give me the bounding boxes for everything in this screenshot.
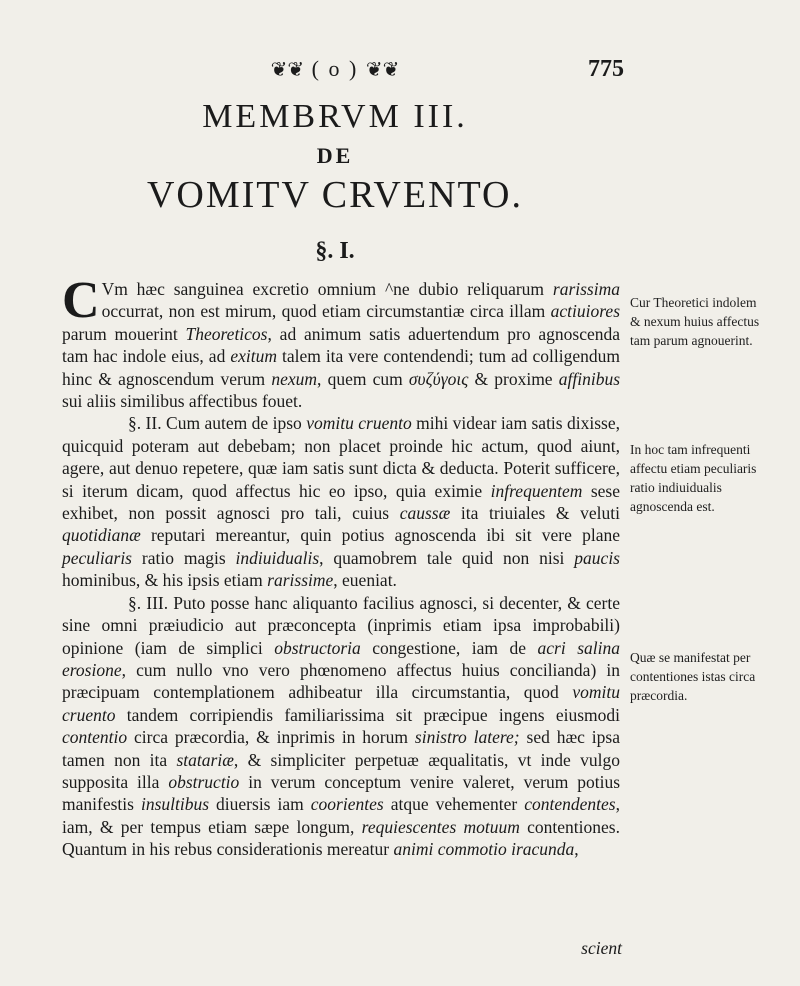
membrum-heading: MEMBRVM III. [202,98,468,135]
italic-run: contendentes [524,794,616,815]
ornament-left-icon: ❦❦ [270,59,305,81]
italic-run: συζύγοις [408,368,469,389]
italic-run: exitum [230,346,277,367]
running-head [60,56,610,82]
text-run: , ad animum satis aduertendum pro agnoscenda tam hac indole eius, ad [62,323,621,367]
italic-run: paucis [574,547,620,568]
italic-run: rarissima [552,279,620,299]
italic-run: contentio [62,727,128,748]
text-run: , [574,839,579,860]
text-run: hominibus, & his ipsis etiam [62,570,268,591]
text-run: ratio magis [132,547,236,568]
margin-note-3: Quæ se manifestat per contentiones istas circa præcordia. [630,650,756,703]
text-run: , cum nullo vno vero phœnomeno affectus huius concilianda) in præcipuam contemplationem adhibeatur illa circumstantia, quod [62,659,620,703]
text-run: , quem cum [317,368,409,389]
section-label: §. III. [128,592,169,613]
italic-run: vomitu cruento [62,682,620,725]
text-run: , iam, & per tempus etiam sæpe longum, [62,794,620,837]
italic-run: obstructoria [274,637,361,658]
paragraph-3 [62,592,620,861]
text-run: occurrat, non est mirum, quod etiam circumstantiæ circa illam [101,301,551,322]
italic-run: peculiaris [62,547,132,568]
italic-run: indiuidualis [235,547,320,568]
section-heading: §. I. [315,238,355,264]
text-run: atque vehementer [383,794,525,815]
italic-run: vomitu cruento [306,413,412,434]
text-run: sed hæc ipsa tamen non ita [62,727,620,770]
margin-note-1: Cur Theoretici indolem & nexum huius affectus tam parum agnouerint. [630,295,760,348]
text-run: circa præcordia, & inprimis in horum [127,727,415,748]
text-run: in verum conceptum venire valeret, verum potius manifestis [62,771,621,815]
italic-run: actiuiores [550,301,620,322]
italic-run: insultibus [140,794,210,815]
text-run: , & simpliciter perpetuæ æqualitatis, vt inde vulgo supposita illa [62,749,620,792]
italic-run: coorientes [310,794,384,815]
catchword: scient [581,938,622,958]
italic-run: nexum [271,368,318,389]
text-run: , quamobrem tale quid non nisi [319,547,575,568]
italic-run: statariæ [176,749,234,770]
italic-run: Theoreticos [185,323,268,344]
ornament-right-icon: ❦❦ [365,59,400,81]
italic-run: animi commotio iracunda [393,839,575,860]
text-run: Cum autem de ipso [161,413,307,434]
text-run: Puto posse hanc aliquanto facilius agnosci, si decenter, & certe sine omni præiudicio aut præconcepta (inprimis etiam ipsa improbabili) opinione (iam de simplici [62,592,620,658]
text-run: & proxime [468,368,559,389]
italic-run: requiescentes motuum [361,816,520,837]
text-run: contentiones. Quantum in his rebus considerationis mereatur [62,816,620,860]
section-label: §. II. [128,413,162,434]
chapter-title: VOMITV CRVENTO. [146,174,523,216]
text-run: talem ita vere contendendi; tum ad colligendum hinc & agnoscendum verum [62,346,620,389]
text-run: reputari mereantur, quin potius agnoscenda ibi sit vere plane [140,525,620,546]
text-run: congestione, iam de [360,637,538,658]
text-run: parum mouerint [62,323,186,344]
italic-run: quotidianæ [62,525,141,546]
italic-run: sinistro latere; [414,727,520,748]
italic-run: affinibus [558,368,621,389]
text-run: Vm hæc sanguinea excretio omnium ^ne dubio reliquarum [101,279,553,299]
running-head-text: ( o ) [311,56,359,81]
text-run: diuersis iam [209,794,311,815]
italic-run: rarissime [267,570,334,591]
italic-run: caussæ [399,503,451,524]
text-run: sui aliis similibus affectibus fouet. [62,391,303,412]
italic-run: infrequentem [490,480,583,501]
italic-run: acri salina erosione [62,637,620,680]
italic-run: obstructio [168,771,240,792]
text-run: sese exhibet, non possit agnosci pro tali, cuius [62,480,621,524]
de-heading: DE [316,143,354,168]
body-text [62,272,621,861]
text-run: mihi videar iam satis dixisse, quicquid poteram aut debebam; non placet proinde hic actum, quod aiunt, agere, aut denuo repetere, quæ iam satis sunt dicta & deducta. Poterit sufficere, si iterum dicam, quod affectus hic eo ipso, quia eximie [62,413,621,501]
margin-note-2: In hoc tam infrequenti affectu etiam peculiaris ratio indiuidualis agnoscenda est. [630,442,757,514]
page-number: 775 [588,56,624,82]
text-run: tandem corripiendis familiarissima sit præcipue ingens eiusmodi [115,704,620,725]
text-run: , eueniat. [333,570,397,591]
text-run: ita triuiales & veluti [450,503,621,524]
drop-cap: C [62,272,100,329]
paragraph-1 [62,272,621,412]
paragraph-2 [62,412,620,591]
